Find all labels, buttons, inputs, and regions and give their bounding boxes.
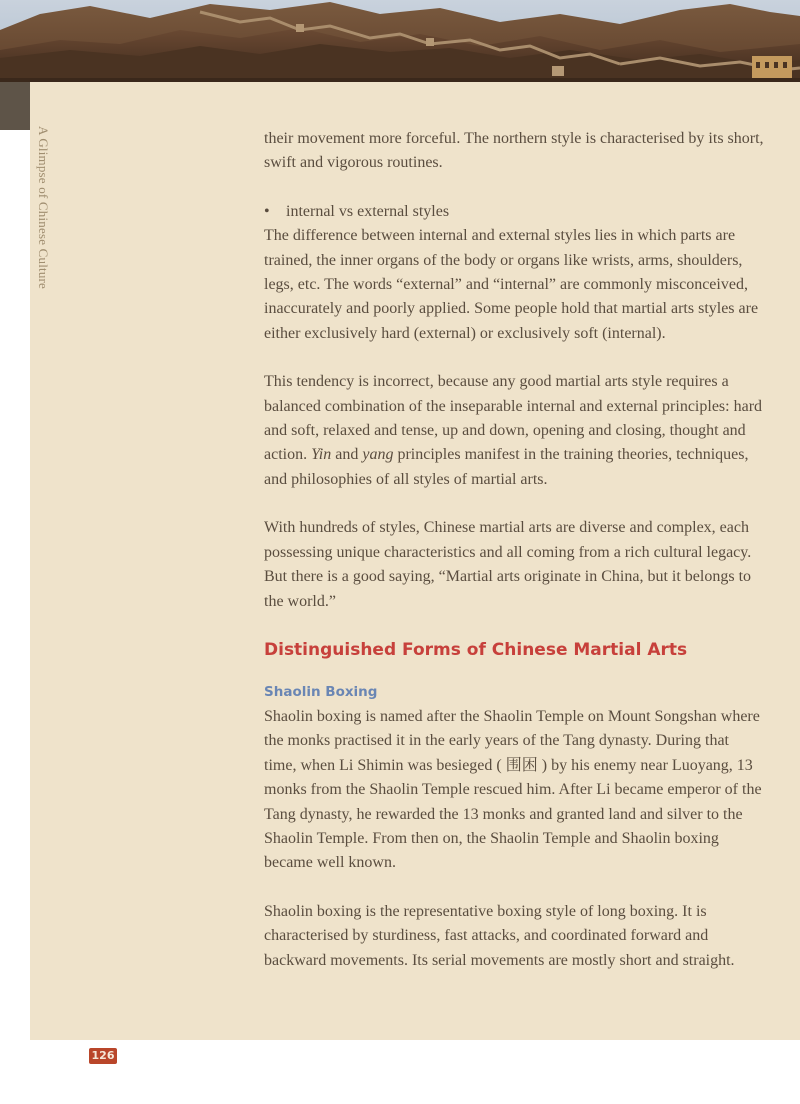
bullet-dot-icon: •	[264, 202, 270, 220]
great-wall-banner	[0, 0, 800, 82]
paragraph: Shaolin boxing is the representative boxing style of long boxing. It is characterised by sturdiness, fast attacks, and coordinated forward and backward movements. Its serial movements are mostly short and straight.	[264, 902, 735, 969]
banner-edge-strip	[0, 82, 30, 130]
yin-term: Yin	[311, 446, 332, 464]
paragraph-text: and	[331, 446, 363, 464]
spine-label	[35, 126, 53, 302]
sub-heading: Shaolin Boxing	[264, 683, 378, 700]
page-number: 126	[89, 1048, 117, 1064]
paragraph: Shaolin boxing is named after the Shaolin Temple on Mount Songshan where the monks practised it in the early years of the Tang dynasty. During that time, when Li Shimin was besieged ( 围困 ) by his enemy near Luoyang, 13 monks from the Shaolin Temple rescued him. After Li became emperor of the Tang dynasty, he rewarded the 13 monks and granted land and silver to the Shaolin Temple. From then on, the Shaolin Temple and Shaolin boxing became well known.	[264, 707, 762, 872]
section-heading: Distinguished Forms of Chinese Martial Arts	[264, 639, 688, 660]
bullet-item	[264, 200, 764, 224]
paragraph: With hundreds of styles, Chinese martial arts are diverse and complex, each possessing unique characteristics and all coming from a rich cultural legacy. But there is a good saying, “Martial arts originate in China, but it belongs to the world.”	[264, 519, 752, 610]
yang-term: yang	[362, 446, 394, 464]
paragraph-text: principles manifest in the training theories, techniques, and philosophies of all styles of martial arts.	[264, 446, 749, 488]
bullet-text: internal vs external styles	[286, 202, 450, 220]
paragraph: their movement more forceful. The northern style is characterised by its short, swift and vigorous routines.	[264, 130, 764, 172]
main-content	[264, 127, 764, 973]
paragraph-text: This tendency is incorrect, because any good martial arts style requires a balanced combination of the inseparable internal and external principles: hard and soft, relaxed and tense, up and down, opening and closing, thought and action.	[264, 373, 763, 464]
spine-text: A Glimpse of Chinese Culture	[36, 126, 51, 290]
paragraph: The difference between internal and external styles lies in which parts are trained, the inner organs of the body or organs like wrists, arms, shoulders, legs, etc. The words “external” and “internal” are commonly misconceived, inaccurately and poorly applied. Some people hold that martial arts styles are either exclusively hard (external) or exclusively soft (internal).	[264, 227, 759, 342]
paragraph-yin-yang	[264, 370, 764, 492]
